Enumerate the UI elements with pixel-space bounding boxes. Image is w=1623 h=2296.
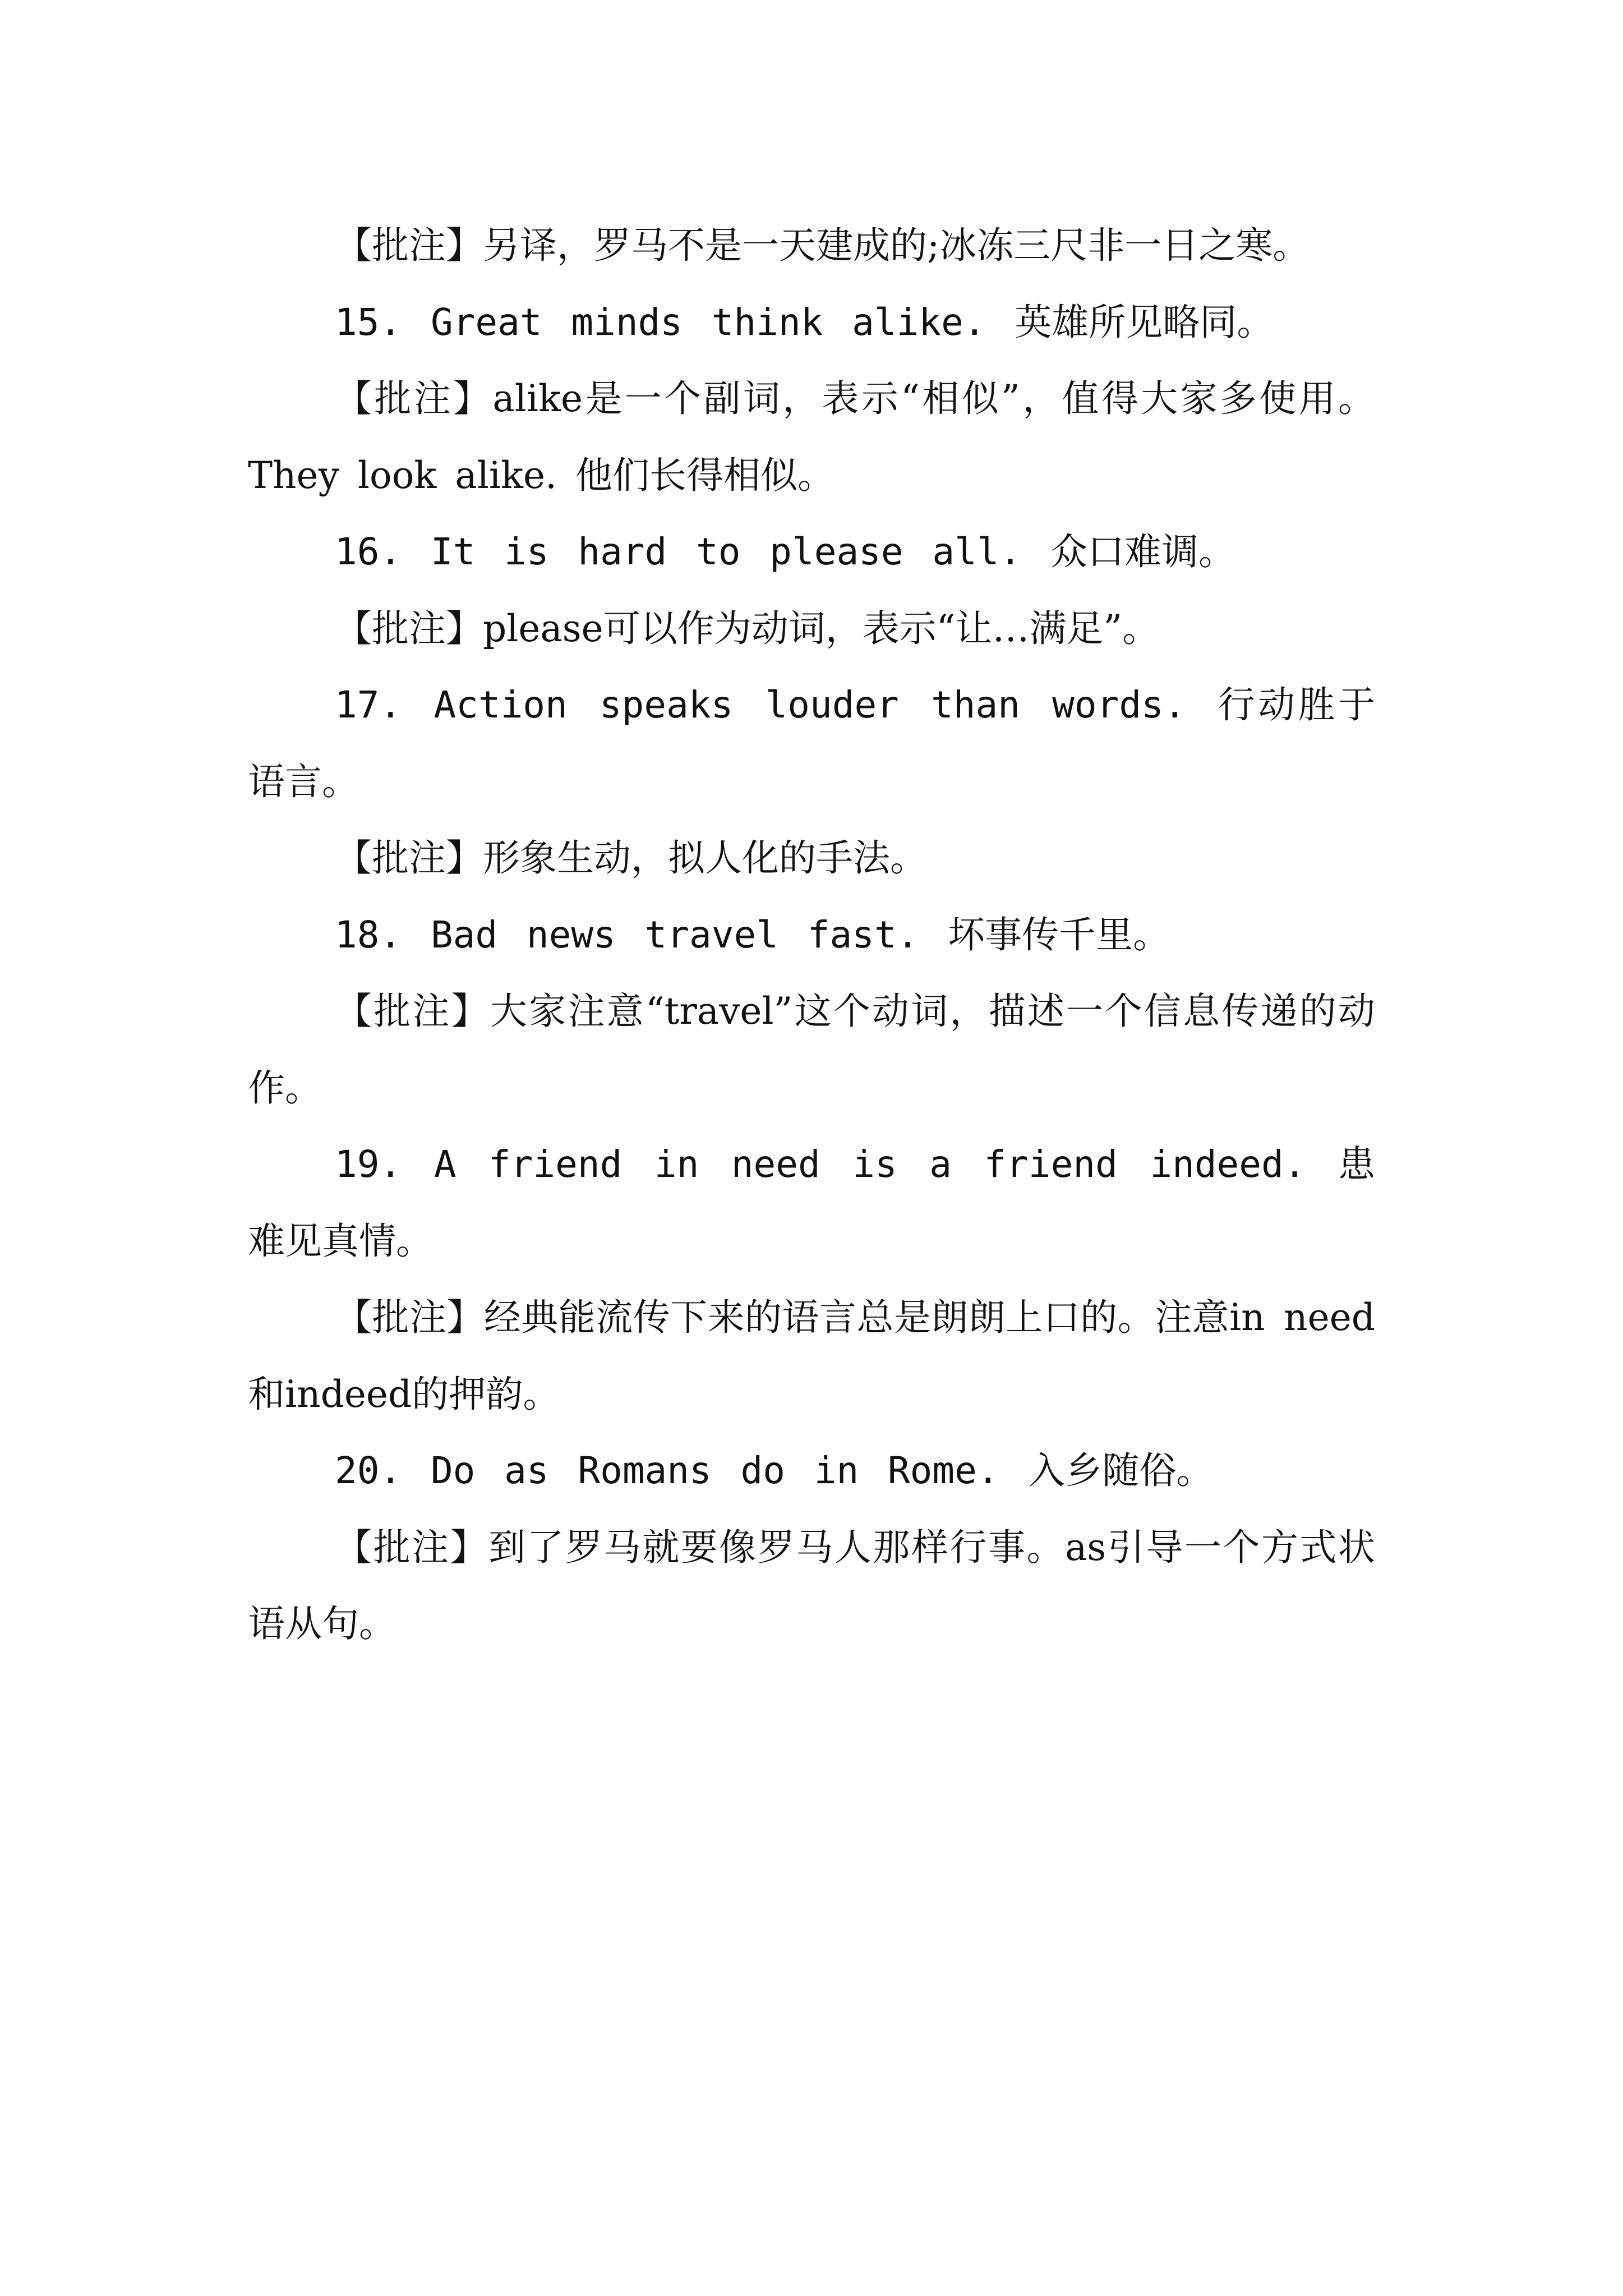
annotation-paragraph: 【批注】另译，罗马不是一天建成的;冰冻三尺非一日之寒。: [335, 224, 1310, 267]
proverb-paragraph: 15. Great minds think alike. 英雄所见略同。: [335, 300, 1274, 344]
annotation-paragraph: 【批注】alike是一个副词，表示“相似”，值得大家多使用。They look alike. 他们长得相似。: [248, 377, 1375, 497]
proverb-paragraph: 20. Do as Romans do in Rome. 入乡随俗。: [335, 1449, 1214, 1492]
annotation-paragraph: 【批注】大家注意“travel”这个动词，描述一个信息传递的动作。: [248, 990, 1375, 1110]
proverb-paragraph: 19. A friend in need is a friend indeed. 患难见真情。: [248, 1143, 1375, 1263]
proverb-paragraph: 17. Action speaks louder than words. 行动胜于语言。: [248, 683, 1375, 803]
proverb-paragraph: 18. Bad news travel fast. 坏事传千里。: [335, 913, 1170, 956]
annotation-paragraph: 【批注】到了罗马就要像罗马人那样行事。as引导一个方式状语从句。: [248, 1525, 1375, 1645]
annotation-paragraph: 【批注】形象生动，拟人化的手法。: [335, 836, 927, 880]
annotation-paragraph: 【批注】经典能流传下来的语言总是朗朗上口的。注意in need和indeed的押韵。: [248, 1296, 1375, 1416]
annotation-paragraph: 【批注】please可以作为动词，表示“让…满足”。: [335, 606, 1160, 650]
proverb-paragraph: 16. It is hard to please all. 众口难调。: [335, 530, 1236, 573]
document-body: [248, 208, 1375, 1663]
